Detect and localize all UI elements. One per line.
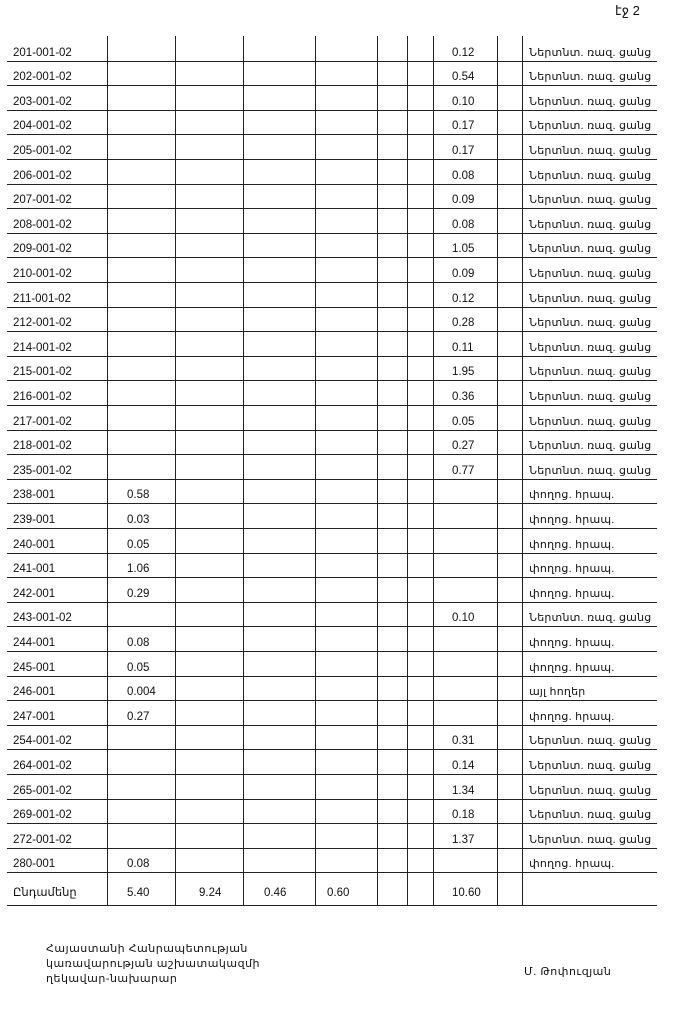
table-row (7, 799, 657, 824)
land-use-type: Ներտնտ. ռազ. ցանց (529, 169, 652, 182)
area-value: 0.05 (452, 415, 475, 428)
parcel-code: 269-001-02 (13, 809, 72, 822)
land-use-type: փողոց. հրապ. (529, 489, 615, 502)
parcel-code: 210-001-02 (13, 267, 72, 280)
table-row (7, 430, 657, 455)
land-use-type: Ներտնտ. ռազ. ցանց (529, 243, 652, 256)
area-value: 0.36 (452, 390, 475, 403)
area-value: 0.08 (127, 636, 150, 649)
area-value: 0.27 (127, 710, 150, 723)
table-row (7, 823, 657, 848)
row-rule (7, 905, 657, 906)
area-value: 0.09 (452, 267, 475, 280)
parcel-code: 211-001-02 (13, 292, 71, 305)
parcel-code: 215-001-02 (13, 366, 72, 379)
parcel-code: 208-001-02 (13, 218, 72, 231)
parcel-code: 247-001 (13, 710, 56, 723)
area-value: 0.12 (452, 46, 475, 59)
parcel-code: 241-001 (13, 563, 56, 576)
parcel-code: 205-001-02 (13, 144, 72, 157)
area-value: 0.17 (452, 144, 475, 157)
land-use-type: Ներտնտ. ռազ. ցանց (529, 341, 652, 354)
area-value: 0.10 (452, 95, 475, 108)
parcel-code: 204-001-02 (13, 120, 72, 133)
land-use-type: Ներտնտ. ռազ. ցանց (529, 120, 652, 133)
land-use-type: Ներտնտ. ռազ. ցանց (529, 267, 652, 280)
area-value: 0.08 (452, 218, 475, 231)
total-value: 10.60 (452, 886, 481, 899)
area-value: 0.18 (452, 809, 475, 822)
parcel-code: 212-001-02 (13, 317, 72, 330)
table-row (7, 331, 657, 356)
land-use-type: Ներտնտ. ռազ. ցանց (529, 218, 652, 231)
table-row (7, 602, 657, 627)
official-title (46, 942, 260, 987)
total-value: 0.46 (264, 886, 287, 899)
table-row (7, 61, 657, 86)
table-row (7, 405, 657, 430)
official-title-line: Հայաստանի Հանրապետության (46, 943, 248, 955)
table-row (7, 282, 657, 307)
table-row (7, 233, 657, 258)
land-use-type: Ներտնտ. ռազ. ցանց (529, 735, 652, 748)
area-value: 0.08 (127, 858, 150, 871)
area-value: 0.27 (452, 440, 475, 453)
parcel-code: 239-001 (13, 513, 56, 526)
page-number: էջ 2 (615, 3, 640, 18)
parcel-code: 245-001 (13, 661, 56, 674)
land-use-type: Ներտնտ. ռազ. ցանց (529, 95, 652, 108)
land-table (7, 36, 657, 899)
table-row (7, 503, 657, 528)
area-value: 0.10 (452, 612, 475, 625)
parcel-code: 203-001-02 (13, 95, 72, 108)
parcel-code: 202-001-02 (13, 71, 72, 84)
area-value: 0.29 (127, 587, 150, 600)
signatory-name: Մ. Թոփուզյան (524, 966, 612, 978)
land-use-type: Ներտնտ. ռազ. ցանց (529, 464, 652, 477)
table-row (7, 159, 657, 184)
area-value: 0.31 (452, 735, 475, 748)
table-row (7, 651, 657, 676)
table-row (7, 454, 657, 479)
parcel-code: 246-001 (13, 686, 56, 699)
area-value: 0.09 (452, 194, 475, 207)
area-value: 0.28 (452, 317, 475, 330)
parcel-code: 206-001-02 (13, 169, 72, 182)
land-use-type: փողոց. հրապ. (529, 513, 615, 526)
table-row (7, 528, 657, 553)
parcel-code: 214-001-02 (13, 341, 72, 354)
land-use-type: փողոց. հրապ. (529, 710, 615, 723)
land-use-type: փողոց. հրապ. (529, 538, 615, 551)
parcel-code: 280-001 (13, 858, 56, 871)
total-value: 0.60 (327, 886, 350, 899)
area-value: 0.05 (127, 661, 150, 674)
area-value: 1.37 (452, 833, 475, 846)
table-row (7, 848, 657, 873)
table-row (7, 208, 657, 233)
area-value: 0.17 (452, 120, 475, 133)
table-row (7, 134, 657, 159)
area-value: 1.95 (452, 366, 475, 379)
land-use-type: Ներտնտ. ռազ. ցանց (529, 833, 652, 846)
area-value: 0.05 (127, 538, 150, 551)
parcel-code: 216-001-02 (13, 390, 72, 403)
table-row (7, 307, 657, 332)
total-label: Ընդամենը (13, 886, 77, 899)
parcel-code: 272-001-02 (13, 833, 72, 846)
parcel-code: 265-001-02 (13, 784, 72, 797)
land-use-type: Ներտնտ. ռազ. ցանց (529, 415, 652, 428)
table-row (7, 184, 657, 209)
parcel-code: 218-001-02 (13, 440, 72, 453)
land-use-type: Ներտնտ. ռազ. ցանց (529, 317, 652, 330)
land-use-type: Ներտնտ. ռազ. ցանց (529, 390, 652, 403)
land-use-type: Ներտնտ. ռազ. ցանց (529, 292, 652, 305)
table-row (7, 774, 657, 799)
area-value: 1.34 (452, 784, 475, 797)
land-use-type: փողոց. հրապ. (529, 858, 615, 871)
table-row (7, 626, 657, 651)
area-value: 0.58 (127, 489, 150, 502)
land-use-type: Ներտնտ. ռազ. ցանց (529, 759, 652, 772)
area-value: 0.03 (127, 513, 150, 526)
land-use-type: այլ հողեր (529, 686, 586, 699)
area-value: 0.08 (452, 169, 475, 182)
land-use-type: Ներտնտ. ռազ. ցանց (529, 366, 652, 379)
official-title-line: ղեկավար-նախարար (46, 973, 178, 985)
parcel-code: 235-001-02 (13, 464, 72, 477)
land-use-type: փողոց. հրապ. (529, 636, 615, 649)
land-use-type: Ներտնտ. ռազ. ցանց (529, 144, 652, 157)
table-row (7, 749, 657, 774)
parcel-code: 254-001-02 (13, 735, 72, 748)
table-row (7, 85, 657, 110)
parcel-code: 238-001 (13, 489, 56, 502)
official-title-line: կառավարության աշխատակազմի (46, 958, 261, 970)
area-value: 0.12 (452, 292, 475, 305)
area-value: 0.11 (452, 341, 474, 354)
area-value: 0.54 (452, 71, 475, 84)
parcel-code: 217-001-02 (13, 415, 72, 428)
land-use-type: Ներտնտ. ռազ. ցանց (529, 809, 652, 822)
table-row (7, 553, 657, 578)
land-use-type: փողոց. հրապ. (529, 563, 615, 576)
table-row (7, 479, 657, 504)
parcel-code: 209-001-02 (13, 243, 72, 256)
land-use-type: Ներտնտ. ռազ. ցանց (529, 46, 652, 59)
parcel-code: 243-001-02 (13, 612, 72, 625)
total-row (7, 876, 657, 901)
row-rule (7, 872, 657, 873)
table-row (7, 725, 657, 750)
total-value: 5.40 (127, 886, 150, 899)
land-use-type: Ներտնտ. ռազ. ցանց (529, 440, 652, 453)
land-use-type: փողոց. հրապ. (529, 587, 615, 600)
parcel-code: 242-001 (13, 587, 56, 600)
land-use-type: Ներտնտ. ռազ. ցանց (529, 71, 652, 84)
table-row (7, 577, 657, 602)
total-value: 9.24 (199, 886, 222, 899)
parcel-code: 207-001-02 (13, 194, 72, 207)
table-row (7, 380, 657, 405)
parcel-code: 201-001-02 (13, 46, 72, 59)
area-value: 1.06 (127, 563, 150, 576)
table-row (7, 257, 657, 282)
area-value: 0.14 (452, 759, 475, 772)
land-use-type: Ներտնտ. ռազ. ցանց (529, 612, 652, 625)
land-use-type: Ներտնտ. ռազ. ցանց (529, 784, 652, 797)
parcel-code: 244-001 (13, 636, 56, 649)
table-row (7, 110, 657, 135)
land-use-type: փողոց. հրապ. (529, 661, 615, 674)
area-value: 1.05 (452, 243, 475, 256)
parcel-code: 240-001 (13, 538, 56, 551)
parcel-code: 264-001-02 (13, 759, 72, 772)
area-value: 0.004 (127, 686, 156, 699)
table-row (7, 676, 657, 701)
table-row (7, 36, 657, 61)
area-value: 0.77 (452, 464, 475, 477)
table-row (7, 356, 657, 381)
table-row (7, 700, 657, 725)
land-use-type: Ներտնտ. ռազ. ցանց (529, 194, 652, 207)
